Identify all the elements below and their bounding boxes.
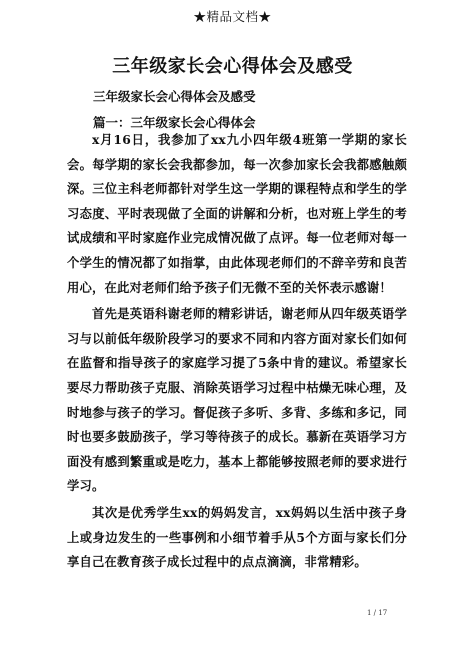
section-heading: 篇一：三年级家长会心得体会 [93,115,256,130]
paragraph: 其次是优秀学生xx的妈妈发言，xx妈妈以生活中孩子身上或身边发生的一些事例和小细节着手从5个方面与家长们分享自己在教育孩子成长过程中的点点滴滴，非常精彩。 [67,504,407,570]
document-body [67,128,407,575]
document-subtitle: 三年级家长会心得体会及感受 [93,89,256,104]
page-number: 1 / 17 [367,609,388,617]
document-title: 三年级家长会心得体会及感受 [112,56,353,77]
page-header: ★精品文档★ [193,9,272,24]
paragraph: 首先是英语科谢老师的精彩讲话，谢老师从四年级英语学习与以前低年级阶段学习的要求不同和内容方面对家长们如何在监督和指导孩子的家庭学习提了5条中肯的建议。希望家长要尽力帮助孩子克服、消除英语学习过程中枯燥无味心理，及时地参与孩子的学习。督促孩子多听、多背、多练和多记，同时也要多鼓励孩子，学习等待孩子的成长。慕新在英语学习方面没有感到繁重或是吃力，基本上都能够按照老师的要求进行学习。 [67,306,407,494]
paragraph: x月16日，我参加了xx九小四年级4班第一学期的家长会。每学期的家长会我都参加，每一次参加家长会我都感触颇深。三位主科老师都针对学生这一学期的课程特点和学生的学习态度、平时表现做了全面的讲解和分析，也对班上学生的考试成绩和平时家庭作业完成情况做了点评。每一位老师对每一个学生的情况都了如指掌，由此体现老师们的不辞辛劳和良苦用心，在此对老师们给予孩子们无微不至的关怀表示感谢！ [67,132,407,295]
